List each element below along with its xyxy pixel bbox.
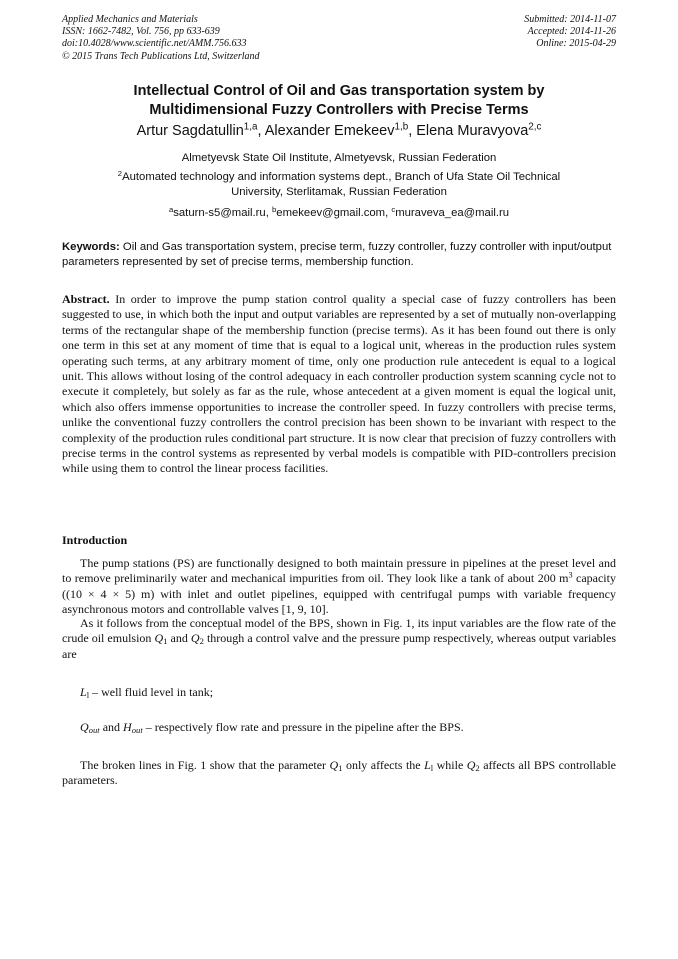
intro-paragraph-3: The broken lines in Fig. 1 show that the parameter $Q_1$ only affects the $L_l$ while $Q_2$ affects all BPS controllable parameters. [62,758,616,788]
author-affiliation-marker: 1,b [394,121,409,133]
author-list: Artur Sagdatullin$^{1,a}$, Alexander Emekeev$^{1,b}$, Elena Muravyova$^{2,c}$ [136,121,542,139]
journal-header [62,14,260,63]
intro-paragraph-2: As it follows from the conceptual model of the BPS, shown in Fig. 1, its input variables are the flow rate of the crude oil emulsion $Q_1$ and $Q_2$ through a control valve and the pressure pump respectively, whereas output variables are [62,616,617,661]
affiliation-1: Almetyevsk State Oil Institute, Almetyevsk, Russian Federation [181,152,497,164]
title-line-2: Multidimensional Fuzzy Controllers with Precise Terms [149,102,529,118]
title-line-1: Intellectual Control of Oil and Gas transportation system by [133,83,545,99]
email-link[interactable]: saturn-s5@mail.ru [173,207,266,219]
output-variable-item: $Q_{out}$ and $H_{out}$ – respectively flow rate and pressure in the pipeline after the BPS. [80,720,464,736]
email-link[interactable]: muraveva_ea@mail.ru [395,207,510,219]
keywords-label: Keywords: [62,241,120,253]
abstract-text: In order to improve the pump station control quality a special case of fuzzy controllers has been suggested to use, in which both the input and output variables are represented by a set of mutually non-overlapping terms of the rectangular shape of the membership function (precise terms). As it has been found out there is only one term in this set at any moment of time that is equal to a logical unit, whereas in the production rules system operating such terms, at any arbitrary moment of time, only one production rule antecedent is equal to a logical unit. This allows without losing of the control adequacy in each controller production system scanning cycle not to execute it completely, but solely as far as the rule, whose antecedent at a given moment is equal the logical unit, which also offers immense opportunities to increase the controller speed. In fuzzy controllers with precise terms, unlike the conventional fuzzy controllers the control precision has been shown to be invariant with respect to the complexity of the production rules conditional part structure. It is now clear that precision of fuzzy controllers with precise terms in the control systems as represented by verbal models is compatible with PID-controllers precision while using them to control the linear process facilities. [62,292,616,476]
journal-name: Applied Mechanics and Materials [62,14,198,25]
author-affiliation-marker: 1,a [243,121,258,133]
journal-copyright: © 2015 Trans Tech Publications Ltd, Switzerland [62,50,260,62]
affiliation-2: $^2$Automated technology and information systems dept., Branch of Ufa State Oil Technical University, Sterlitamak, Russian Federation [117,168,561,198]
abstract [62,292,616,477]
author-affiliation-marker: 2,c [528,121,542,133]
abstract-label: Abstract. [62,292,110,306]
author-name: Elena Muravyova [416,123,529,139]
paper-title [62,82,616,120]
dates-header [524,14,616,51]
keywords [62,240,616,270]
intro-paragraph-1: The pump stations (PS) are functionally designed to both maintain pressure in pipelines at the preset level and to remove preliminarily water and mechanical impurities from oil. They look like a tank of about 200 $m^3$ capacity ((10 × 4 × 5) m) with inlet and outlet pipelines, equipped with centrifugal pumps with variable frequency asynchronous motors and controllable valves [1, 9, 10]. [62,556,616,617]
journal-doi: doi:10.4028/www.scientific.net/AMM.756.633 [62,38,247,50]
section-heading-introduction: Introduction [62,533,128,547]
submitted-date: Submitted: 2014-11-07 [524,14,616,25]
online-date: Online: 2015-04-29 [536,38,616,50]
accepted-date: Accepted: 2014-11-26 [527,26,616,38]
email-link[interactable]: emekeev@gmail.com [276,207,386,219]
author-name: Artur Sagdatullin [136,123,244,139]
author-name: Alexander Emekeev [264,123,395,139]
keywords-text: Oil and Gas transportation system, precise term, fuzzy controller, fuzzy controller with input/output parameters represented by set of precise terms, membership function. [62,241,612,268]
author-emails: $^a$saturn-s5@mail.ru, $^b$emekeev@gmail.com, $^c$muraveva_ea@mail.ru [168,204,510,219]
journal-issn: ISSN: 1662-7482, Vol. 756, pp 633-639 [62,26,220,38]
output-variable-item: $L_l$ – well fluid level in tank; [80,685,214,701]
